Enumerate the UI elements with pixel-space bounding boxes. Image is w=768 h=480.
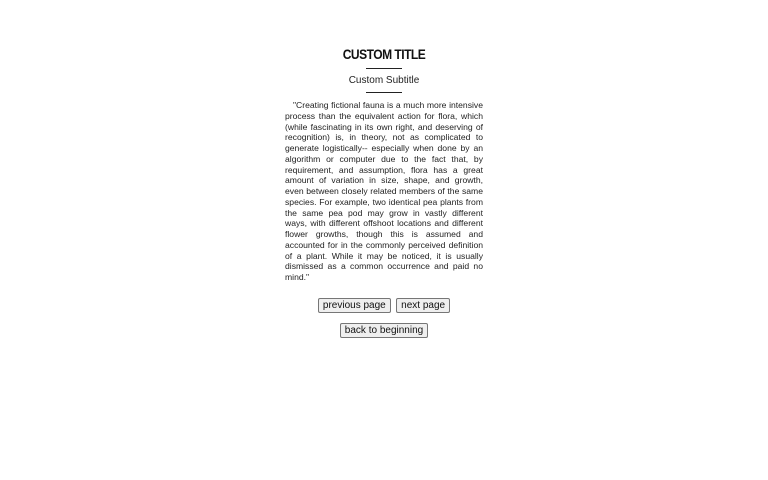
subtitle-divider — [366, 92, 402, 93]
page-title: CUSTOM TITLE — [342, 46, 426, 62]
page-subtitle: Custom Subtitle — [348, 75, 420, 86]
page-navigation — [0, 295, 768, 313]
quote-paragraph: "Creating fictional fauna is a much more intensive process than the equivalent action for flora, which (while fascinating in its own right, and deserving of recognition) is, in theory, not as complicated to generate logistically-- especially when done by an algorithm or computer due to the fact that, by requirement, and assumption, flora has a great amount of variation in size, shape, and growth, even between closely related members of the same species. For example, two identical pea plants from the same pea pod may grow in vastly different ways, with different offshoot locations and different flower growths, though this is assumed and accounted for in the commonly perceived definition of a plant. While it may be noticed, it is usually dismissed as a common occurrence and paid no mind." — [285, 100, 483, 282]
next-page-button[interactable]: next page — [396, 298, 450, 313]
previous-page-button[interactable]: previous page — [318, 298, 391, 313]
back-to-beginning-button[interactable]: back to beginning — [340, 323, 428, 338]
content-column — [285, 44, 483, 283]
title-divider — [366, 68, 402, 69]
beginning-navigation — [0, 320, 768, 338]
